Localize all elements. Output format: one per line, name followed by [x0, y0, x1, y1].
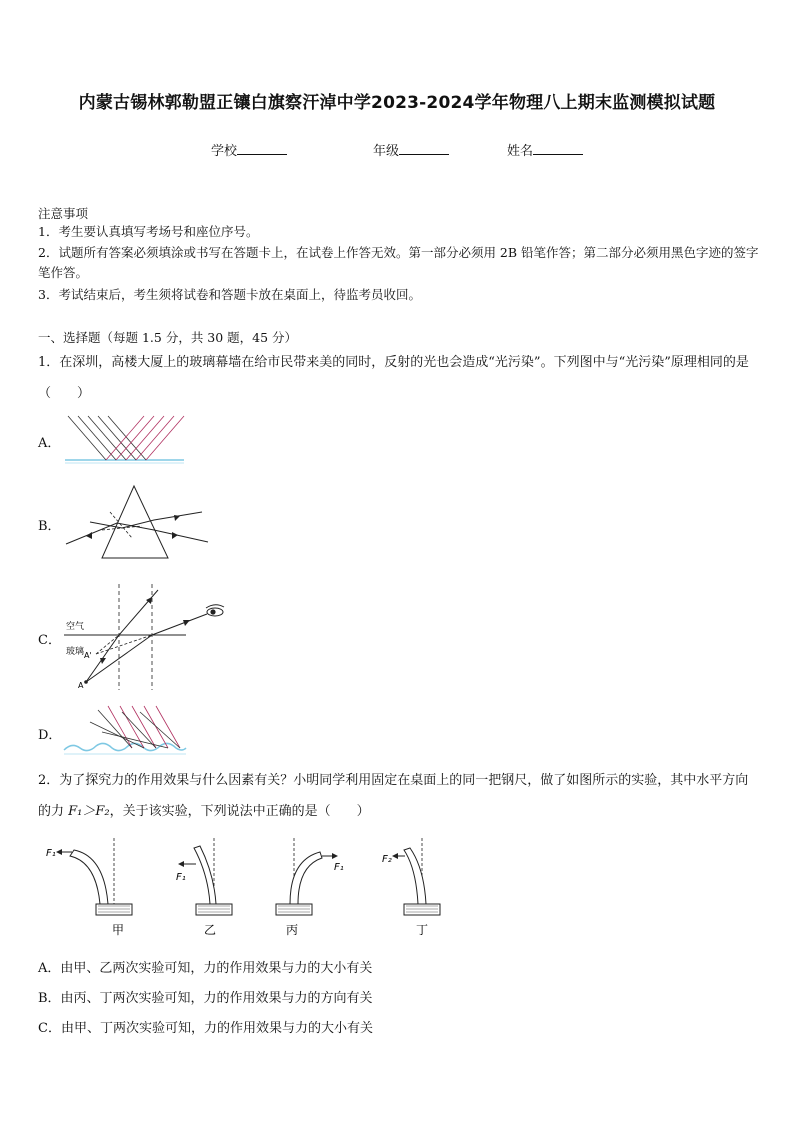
prism	[102, 486, 168, 558]
q2-answer-a: A．由甲、乙两次实验可知，力的作用效果与力的大小有关	[38, 961, 373, 976]
glass-label: 玻璃	[66, 647, 85, 657]
name-label: 姓名	[507, 144, 534, 159]
eye-icon	[206, 605, 224, 616]
air-label: 空气	[66, 622, 85, 632]
reflected-rays	[106, 416, 184, 460]
grade-field	[373, 140, 449, 159]
force-label-jia: F₁	[46, 848, 56, 859]
q1-option-a-label: A．	[38, 436, 61, 451]
object-point-label: A	[78, 681, 84, 690]
q1-figure-a-reflection	[62, 412, 188, 466]
school-field	[211, 140, 287, 159]
page-title: 内蒙古锡林郭勒盟正镶白旗察汗淖中学2023-2024学年物理八上期末监测模拟试题	[78, 93, 716, 113]
label-ding: 丁	[416, 923, 429, 937]
note-2: 2．试题所有答案必须填涂或书写在答题卡上，在试卷上作答无效。第一部分必须用 2B 铅笔作答；第二部分必须用黑色字迹的签字笔作答。	[38, 245, 759, 280]
question-1-stem: 1．在深圳，高楼大厦上的玻璃幕墙在给市民带来美的同时，反射的光也会造成“光污染”。下列图中与“光污染”原理相同的是（ ）	[38, 355, 749, 401]
q1-option-c-label: C．	[38, 633, 61, 648]
grade-label: 年级	[373, 144, 400, 159]
q2-stem-part1: 2．为了探究力的作用效果与什么因素有关？小明同学利用固定在桌面上的同一把钢尺，做了如图所示的实验，其中水平方向的力	[38, 773, 749, 819]
figure-ding	[382, 838, 440, 937]
force-label-bing: F₁	[334, 862, 344, 873]
question-2-stem	[38, 765, 760, 827]
q2-stem-part2: ，关于该实验，下列说法中正确的是（ ）	[109, 804, 370, 819]
q1-figure-c-refraction	[62, 582, 232, 692]
incident-rays	[108, 706, 180, 748]
school-blank	[237, 142, 287, 155]
force-label-ding: F₂	[382, 854, 392, 865]
scattered-rays	[90, 710, 180, 748]
image-point-label: A'	[84, 651, 92, 660]
q1-figure-d-diffuse	[62, 702, 188, 758]
q2-stem-math: F₁＞F₂	[68, 804, 110, 819]
q2-answer-c: C．由甲、丁两次实验可知，力的作用效果与力的大小有关	[38, 1021, 373, 1036]
label-jia: 甲	[112, 923, 125, 937]
figure-bing	[276, 838, 344, 937]
q2-answer-b: B．由丙、丁两次实验可知，力的作用效果与力的方向有关	[38, 991, 373, 1006]
grade-blank	[399, 142, 449, 155]
notes-heading: 注意事项	[38, 206, 89, 221]
label-yi: 乙	[204, 923, 217, 937]
q2-figures-steel-ruler	[38, 834, 458, 944]
school-label: 学校	[211, 144, 238, 159]
q1-figure-b-prism	[62, 482, 212, 562]
figure-yi	[176, 838, 232, 937]
label-bing: 丙	[286, 923, 299, 937]
note-3: 3．考试结束后，考生须将试卷和答题卡放在桌面上，待监考员收回。	[38, 287, 421, 302]
q1-option-d-label: D．	[38, 728, 62, 743]
q1-option-b-label: B．	[38, 519, 61, 534]
section-heading: 一、选择题（每题 1.5 分，共 30 题，45 分）	[38, 330, 298, 345]
name-field	[507, 140, 583, 159]
incident-rays	[68, 416, 146, 460]
force-label-yi: F₁	[176, 872, 186, 883]
note-1: 1．考生要认真填写考场号和座位序号。	[38, 224, 259, 239]
figure-jia	[46, 838, 132, 937]
name-blank	[533, 142, 583, 155]
